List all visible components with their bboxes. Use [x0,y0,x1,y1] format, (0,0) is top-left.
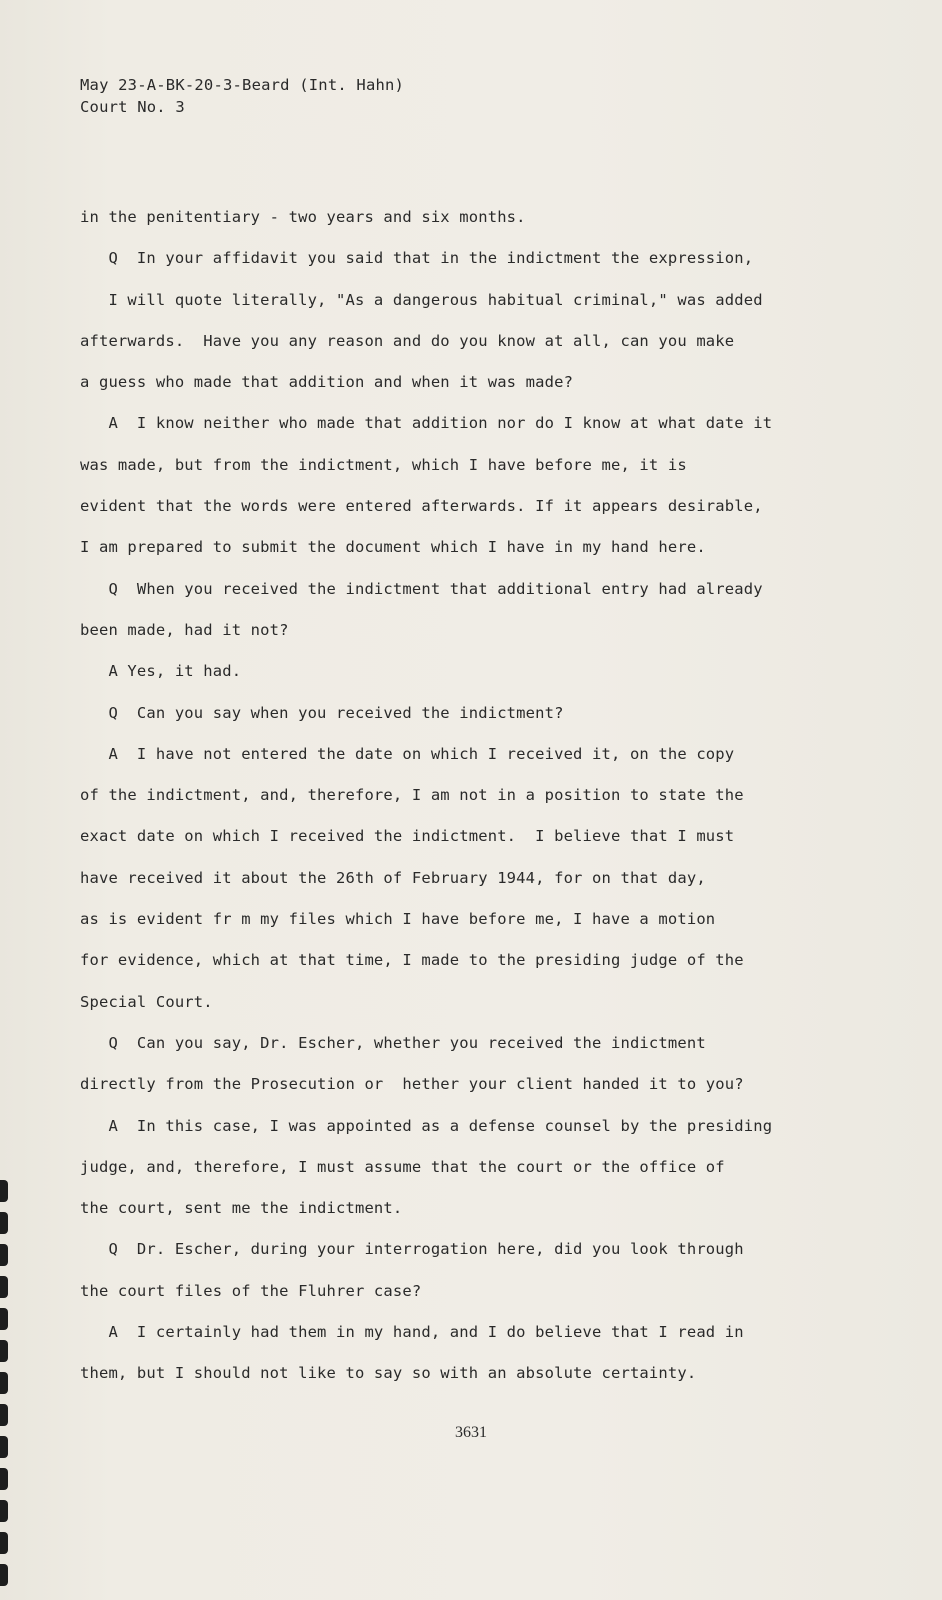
transcript-line: exact date on which I received the indictment. I believe that I must [80,827,735,846]
transcript-line: the court files of the Fluhrer case? [80,1281,422,1300]
transcript-line: Q When you received the indictment that additional entry had already [80,579,763,598]
transcript-line: I will quote literally, "As a dangerous habitual criminal," was added [80,290,763,309]
document-header [80,74,404,118]
page-number: 3631 [455,1424,487,1441]
binding-holes [0,0,12,1600]
transcript-line: in the penitentiary - two years and six months. [80,208,526,226]
transcript-line: Q In your affidavit you said that in the indictment the expression, [80,249,754,268]
transcript-line: a guess who made that addition and when it was made? [80,373,574,392]
transcript-line: A Yes, it had. [80,662,242,681]
transcript-line: the court, sent me the indictment. [80,1199,403,1218]
transcript-line: A I have not entered the date on which I received it, on the copy [80,744,735,763]
transcript-line: I am prepared to submit the document which I have in my hand here. [80,538,706,557]
transcript-line: Special Court. [80,992,213,1011]
transcript-line: for evidence, which at that time, I made to the presiding judge of the [80,951,744,970]
transcript-line: A In this case, I was appointed as a defense counsel by the presiding [80,1116,773,1135]
header-court-line: Court No. 3 [80,98,185,116]
transcript-line: A I certainly had them in my hand, and I do believe that I read in [80,1323,744,1342]
transcript-line: them, but I should not like to say so with an absolute certainty. [80,1364,697,1383]
transcript-line: A I know neither who made that addition nor do I know at what date it [80,414,773,433]
transcript-line: evident that the words were entered afterwards. If it appears desirable, [80,497,763,516]
header-case-line: May 23-A-BK-20-3-Beard (Int. Hahn) [80,76,405,94]
transcript-line: Q Dr. Escher, during your interrogation here, did you look through [80,1240,744,1259]
transcript-line: been made, had it not? [80,620,289,639]
transcript-line: as is evident fr m my files which I have before me, I have a motion [80,910,716,929]
transcript-line: of the indictment, and, therefore, I am not in a position to state the [80,786,744,805]
transcript-line: was made, but from the indictment, which I have before me, it is [80,455,687,474]
transcript-line: judge, and, therefore, I must assume that the court or the office of [80,1157,725,1176]
transcript-body [80,197,920,1395]
transcript-line: have received it about the 26th of February 1944, for on that day, [80,868,706,887]
transcript-line: Q Can you say when you received the indictment? [80,703,564,722]
transcript-line: Q Can you say, Dr. Escher, whether you received the indictment [80,1033,706,1052]
transcript-line: afterwards. Have you any reason and do you know at all, can you make [80,331,735,350]
transcript-line: directly from the Prosecution or hether your client handed it to you? [80,1075,744,1094]
